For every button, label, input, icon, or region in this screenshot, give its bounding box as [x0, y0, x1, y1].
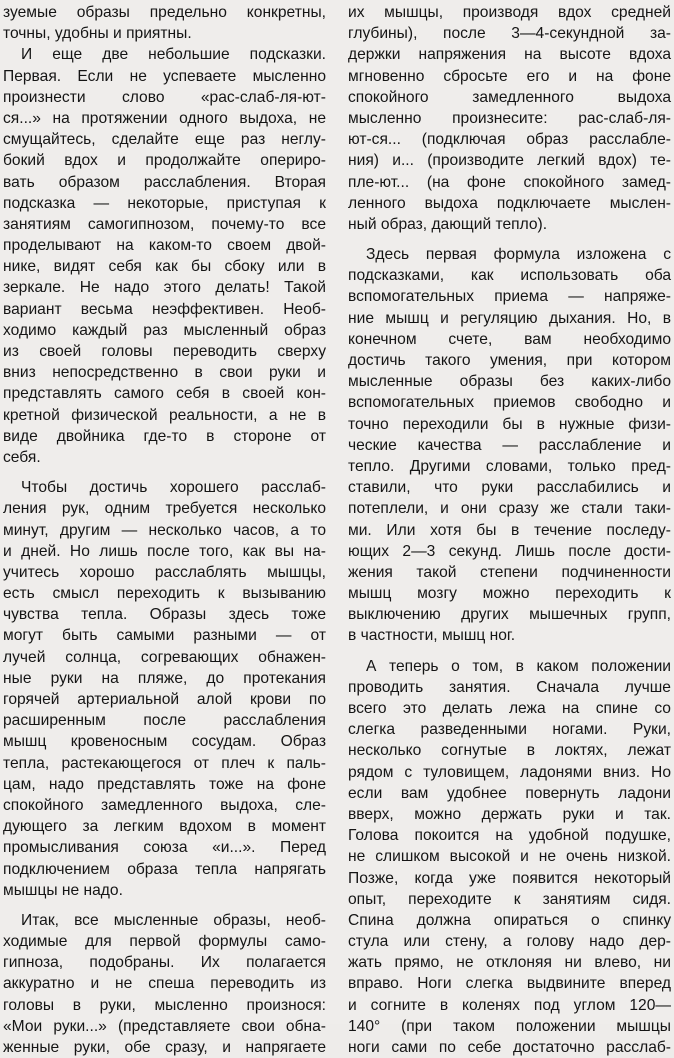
text-line: есть смысл переходить к вызыванию — [3, 585, 326, 603]
text-line: виде двойника где-то в стороне от — [3, 427, 326, 445]
text-line: мышц кровеносным сосудам. Образ — [3, 733, 326, 751]
text-line: гипноза, подобраны. Их полагается — [3, 954, 326, 972]
text-line: занятиям самогипнозом, почему-то все — [3, 215, 326, 233]
text-line: точно переходили бы в нужные физи- — [348, 415, 671, 433]
text-line: вниз непосредственно в свои руки и — [3, 364, 326, 382]
text-line: тепло. Другими словами, только пред- — [348, 457, 671, 475]
text-line: и дней. Но лишь после того, как вы на- — [3, 542, 326, 560]
text-line: ноги сами по себе достаточно расслаб- — [348, 1039, 671, 1056]
text-line: нике, видят себя как бы сбоку или в — [3, 258, 326, 276]
text-line: всего это делать лежа на спине со — [348, 700, 671, 717]
text-line: достичь такого умения, при котором — [348, 352, 671, 369]
text-line: проделывают на каком-то своем двой- — [3, 237, 326, 255]
text-line: вать образом расслабления. Вторая — [3, 173, 326, 191]
text-line: минут, другим — несколько часов, а то — [3, 521, 326, 539]
text-line: подключением образа тепла напрягать — [3, 860, 326, 878]
text-line: стула или стену, а голову надо дер- — [348, 933, 671, 951]
text-line: могут быть самыми разными — от — [3, 627, 326, 645]
text-line: дующего за легким вдохом в момент — [3, 818, 326, 836]
text-line: тепла, растекающегося от плеч к паль- — [3, 754, 326, 772]
text-line: ческие качества — расслабление и — [348, 436, 671, 454]
text-line: ми. Или хотя бы в течение последу- — [348, 521, 671, 539]
text-line: ления рук, одним требуется несколько — [3, 500, 326, 518]
text-line: головы в руки, мысленно произнося: — [3, 996, 326, 1014]
text-line: 140° (при таком положении мышцы — [348, 1017, 671, 1035]
text-line: и согните в коленях под углом 120— — [348, 996, 671, 1014]
text-line: ют-ся... (подключая образ расслабле- — [348, 131, 671, 149]
text-line: представлять самого себя в своей кон- — [3, 385, 326, 403]
text-line: если вам удобнее повернуть ладони — [348, 784, 671, 802]
text-line: ние мышц и регуляцию дыхания. Но, в — [348, 309, 671, 327]
text-line: ния) и... (производите легкий вдох) те- — [348, 152, 671, 170]
text-line: ленного выдоха подключаете мыслен- — [348, 194, 671, 212]
text-line: расширенным после расслабления — [3, 712, 326, 730]
text-line: мышцы не надо. — [3, 881, 123, 899]
text-line: слегка разведенными ногами. Руки, — [348, 721, 671, 739]
text-line: из своей головы переводить сверху — [3, 343, 326, 360]
text-line: произнести слово «рас-слаб-ля-ют- — [3, 88, 326, 106]
text-line: подсказками, как использовать оба — [348, 267, 671, 285]
text-line: глубины), после 3—4-секундной за- — [348, 25, 671, 43]
text-line: в частности, мышц ног. — [348, 627, 516, 645]
text-line: вверх, можно держать руки и так. — [348, 805, 671, 823]
text-line: жать прямо, не отклоняя ни влево, ни — [348, 954, 671, 972]
text-line: вспомогательных приемов свободно и — [348, 394, 671, 412]
text-line: Здесь первая формула изложена с — [366, 246, 671, 264]
text-line: И еще две небольшие подсказки. — [21, 46, 326, 64]
text-line: спокойного замедленного выдоха — [348, 88, 671, 106]
text-line: мысленно произнесите: рас-слаб-ля- — [348, 109, 671, 127]
text-line: цам, надо представлять тоже на фоне — [3, 775, 326, 793]
text-line: пле-ют... (на фоне спокойного замед- — [348, 173, 671, 191]
text-line: Спина должна опираться о спинку — [348, 911, 671, 929]
text-line: кретной физической реальности, а не в — [3, 406, 326, 424]
text-line: Чтобы достичь хорошего расслаб- — [21, 479, 326, 497]
text-line: промысливания союза «и...». Перед — [3, 839, 326, 857]
text-line: Первая. Если не успеваете мысленно — [3, 67, 326, 85]
text-line: их мышцы, производя вдох средней — [348, 4, 671, 21]
text-line: вариант весьма неэффективен. Необ- — [3, 300, 326, 318]
text-line: зеркале. Не надо этого делать! Такой — [3, 279, 326, 297]
text-line: жения такой степени подчиненности — [348, 563, 671, 581]
text-line: Позже, когда уже появится некоторый — [348, 869, 671, 887]
text-line: горячей артериальной алой крови по — [3, 691, 326, 708]
text-line: точны, удобны и приятны. — [3, 25, 192, 43]
text-line: вправо. Ноги слегка выдвините вперед — [348, 975, 671, 993]
text-line: аккуратно и не спеша переводить из — [3, 975, 326, 993]
text-line: ходимые для первой формулы само- — [3, 933, 326, 951]
text-line: мышц мозгу можно переходить к — [348, 585, 671, 603]
text-line: чувства тепла. Образы здесь тоже — [3, 606, 326, 624]
text-line: ные руки на пляже, до протекания — [3, 669, 326, 687]
text-line: мгновенно сбросьте его и на фоне — [348, 67, 671, 85]
text-line: ся...» на протяжении одного выдоха, не — [3, 109, 326, 127]
text-line: А теперь о том, в каком положении — [366, 657, 671, 675]
text-line: ставили, что руки расслабились и — [348, 479, 671, 497]
text-line: рядом с туловищем, ладонями вниз. Но — [348, 763, 671, 781]
text-line: Голова покоится на удобной подушке, — [348, 827, 671, 845]
text-line: учитесь хорошо расслаблять мышцы, — [3, 563, 326, 581]
text-line: держки напряжения на высоте вдоха — [348, 46, 671, 64]
text-line: ющих 2—3 секунд. Лишь после дости- — [348, 542, 671, 560]
text-line: спокойного замедленного выдоха, сле- — [3, 796, 326, 814]
text-line: не слишком высокой и не очень низкой. — [348, 848, 671, 866]
text-line: Итак, все мысленные образы, необ- — [21, 911, 326, 929]
text-line: себя. — [3, 448, 41, 466]
text-line: конечном счете, вам необходимо — [348, 330, 671, 348]
text-line: подсказка — некоторые, приступая к — [3, 194, 326, 212]
left-text-column — [3, 2, 326, 1058]
text-line: опыт, переходите к занятиям сидя. — [348, 890, 671, 908]
text-line: проводить занятия. Сначала лучше — [348, 678, 671, 696]
text-line: бокий вдох и продолжайте опериро- — [3, 152, 326, 170]
right-text-column — [348, 2, 671, 1058]
text-line: женные руки, обе сразу, и напрягаете — [3, 1039, 326, 1056]
text-line: потеплели, и они сразу же стали таки- — [348, 500, 671, 518]
text-line: мысленные образы без каких-либо — [348, 373, 671, 391]
text-line: зуемые образы предельно конкретны, — [3, 4, 326, 21]
text-line: ходимо каждый раз мысленный образ — [3, 321, 326, 339]
text-line: лучей солнца, согревающих обнажен- — [3, 648, 326, 666]
text-line: ный образ, дающий тепло). — [348, 215, 548, 233]
text-line: «Мои руки...» (представляете свои обна- — [3, 1017, 326, 1035]
text-line: выключению других мышечных групп, — [348, 606, 671, 624]
text-line: смущайтесь, сделайте еще раз неглу- — [3, 131, 326, 149]
text-line: вспомогательных приема — напряже- — [348, 288, 671, 306]
text-line: несколько согнутые в локтях, лежат — [348, 742, 671, 760]
